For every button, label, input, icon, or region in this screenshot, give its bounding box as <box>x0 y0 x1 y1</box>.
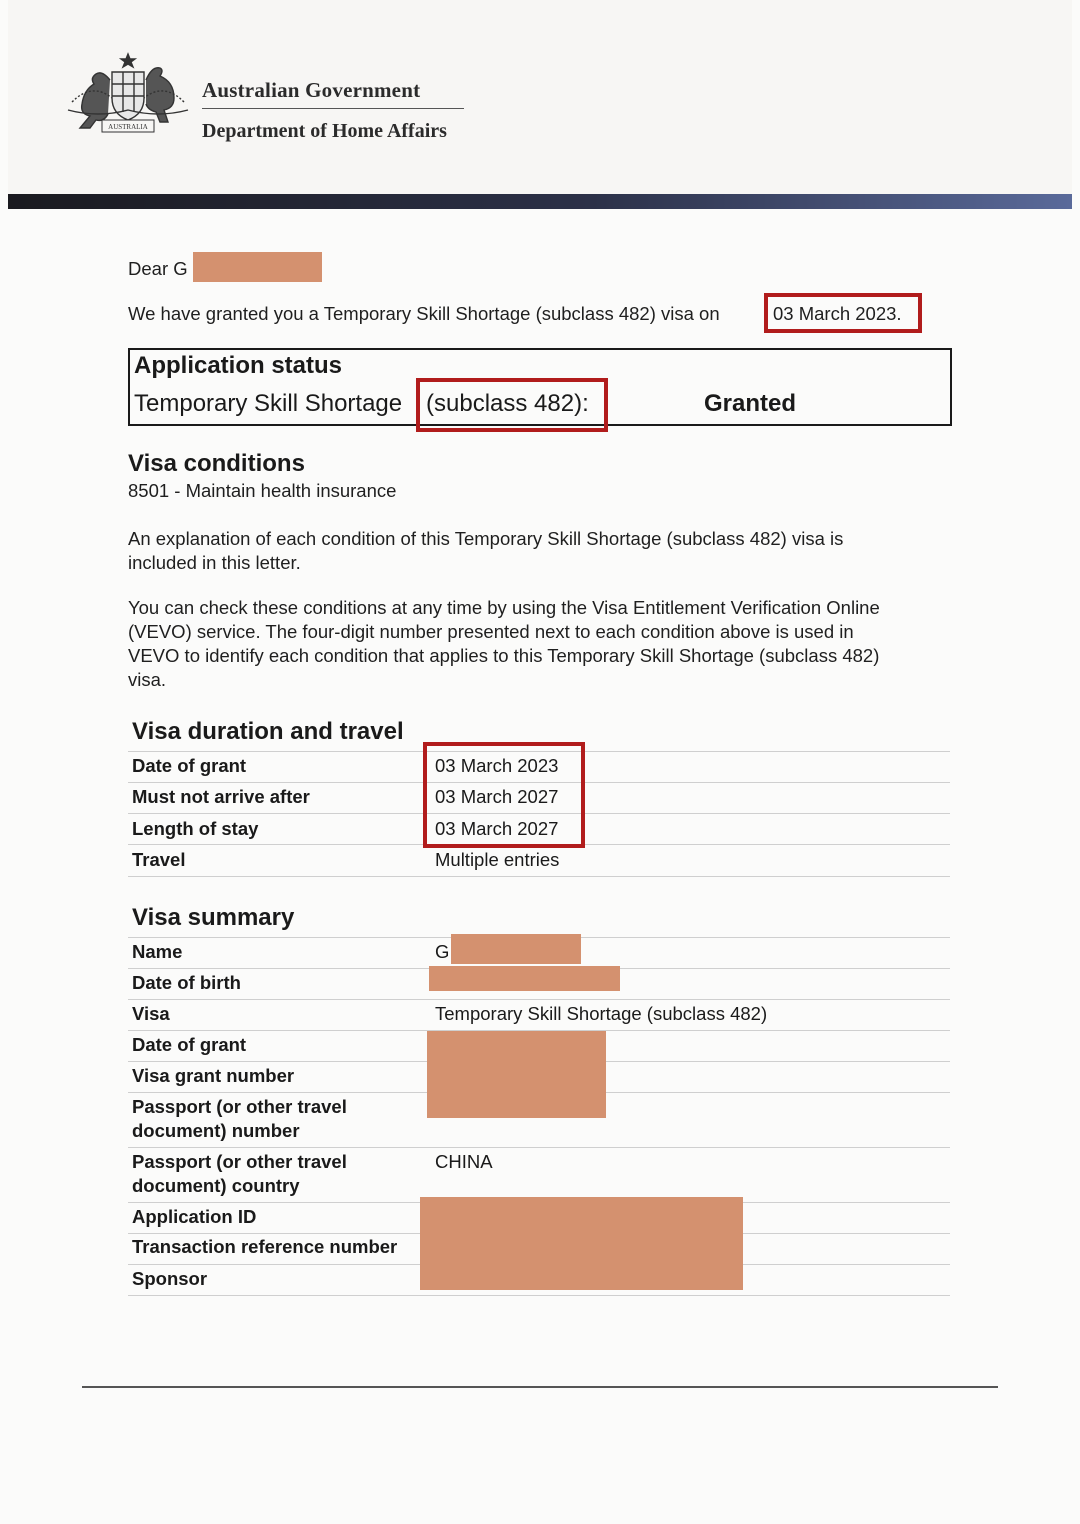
status-visa-subclass: (subclass 482): <box>426 390 589 417</box>
summary-label: document) number <box>132 1120 300 1141</box>
redaction <box>420 1197 743 1290</box>
summary-label: Sponsor <box>132 1268 208 1289</box>
status-visa-name: Temporary Skill Shortage <box>134 390 403 417</box>
visa-duration-title: Visa duration and travel <box>132 718 404 745</box>
table-divider <box>128 876 950 877</box>
coat-of-arms-icon <box>62 50 194 146</box>
redaction <box>427 1031 606 1118</box>
visa-conditions-title: Visa conditions <box>128 450 305 477</box>
summary-value: G <box>435 941 450 962</box>
highlight-box <box>764 293 922 333</box>
paragraph-line: included in this letter. <box>128 552 301 573</box>
redaction <box>193 252 322 282</box>
greeting: Dear G <box>128 258 188 279</box>
table-divider <box>128 1147 950 1148</box>
summary-label: Date of grant <box>132 1034 247 1055</box>
paragraph-line: You can check these conditions at any time by using the Visa Entitlement Verification Online <box>128 597 880 618</box>
application-status-title: Application status <box>134 352 343 379</box>
government-name: Australian Government <box>202 78 421 102</box>
crest-scroll-text: AUSTRALIA <box>108 123 148 131</box>
summary-label: document) country <box>132 1175 300 1196</box>
table-divider <box>128 1295 950 1296</box>
summary-label: Visa <box>132 1003 170 1024</box>
paragraph-line: visa. <box>128 669 167 690</box>
summary-label: Date of birth <box>132 972 241 993</box>
summary-label: Visa grant number <box>132 1065 295 1086</box>
highlight-box <box>416 378 608 432</box>
redaction <box>451 934 581 964</box>
summary-value: Temporary Skill Shortage (subclass 482) <box>435 1003 768 1024</box>
footer-divider <box>82 1386 998 1388</box>
grant-date: 03 March 2023. <box>773 303 902 324</box>
redaction <box>429 966 620 991</box>
header-band <box>8 194 1072 209</box>
summary-label: Transaction reference number <box>132 1236 398 1257</box>
condition-item: 8501 - Maintain health insurance <box>128 480 397 501</box>
summary-value: CHINA <box>435 1151 493 1172</box>
paragraph-line: VEVO to identify each condition that applies to this Temporary Skill Shortage (subclass 482) <box>128 645 880 666</box>
duration-value: Multiple entries <box>435 849 560 870</box>
status-value: Granted <box>704 390 797 417</box>
duration-label: Length of stay <box>132 818 259 839</box>
visa-summary-title: Visa summary <box>132 904 295 931</box>
paragraph-line: An explanation of each condition of this Temporary Skill Shortage (subclass 482) visa is <box>128 528 844 549</box>
duration-value: 03 March 2023 <box>435 755 559 776</box>
duration-value: 03 March 2027 <box>435 818 559 839</box>
summary-label: Passport (or other travel <box>132 1096 347 1117</box>
summary-label: Name <box>132 941 183 962</box>
divider <box>202 108 464 109</box>
table-divider <box>128 999 950 1000</box>
duration-label: Must not arrive after <box>132 786 310 807</box>
duration-label: Travel <box>132 849 186 870</box>
duration-value: 03 March 2027 <box>435 786 559 807</box>
duration-label: Date of grant <box>132 755 247 776</box>
summary-label: Application ID <box>132 1206 257 1227</box>
paragraph-line: (VEVO) service. The four-digit number presented next to each condition above is used in <box>128 621 854 642</box>
summary-label: Passport (or other travel <box>132 1151 347 1172</box>
grant-sentence: We have granted you a Temporary Skill Shortage (subclass 482) visa on <box>128 303 720 324</box>
highlight-box <box>423 742 585 848</box>
department-name: Department of Home Affairs <box>202 120 447 142</box>
